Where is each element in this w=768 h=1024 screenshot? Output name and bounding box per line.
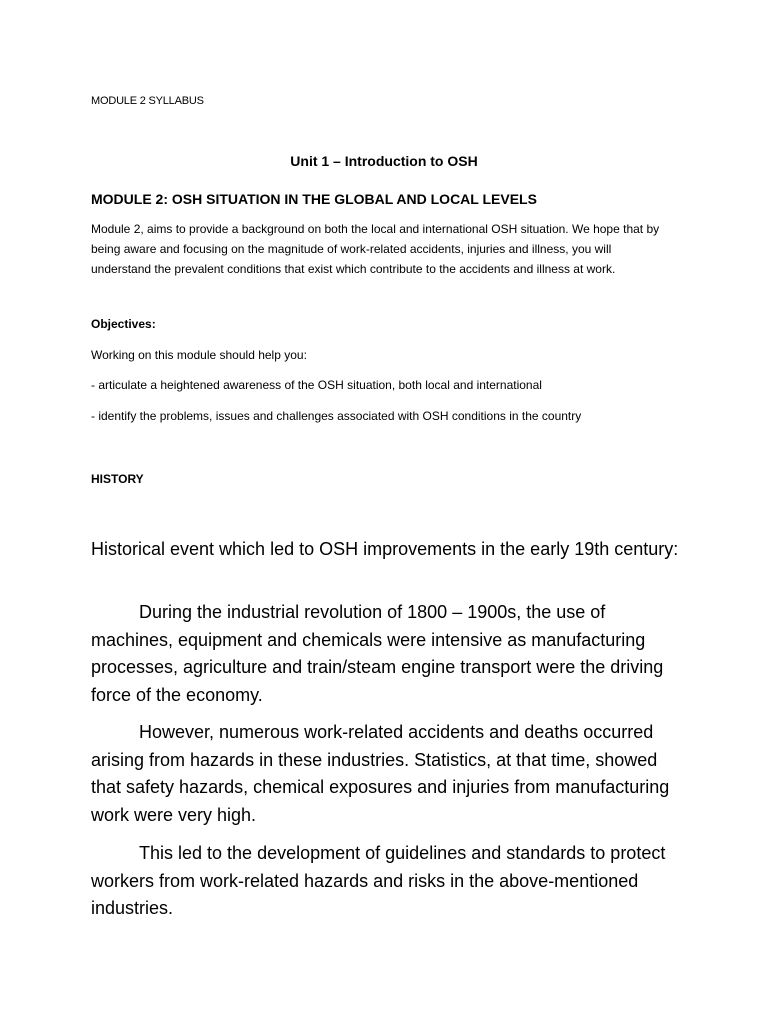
- intro-paragraph: Module 2, aims to provide a background on both the local and international OSH situation. We hope that by being aware and focusing on the magnitude of work-related accidents, injuries and illness, you will understand the prevalent conditions that exist which contribute to the accidents and illness at work.: [91, 222, 660, 276]
- history-paragraph: However, numerous work-related accidents and deaths occurred arising from hazards in these industries. Statistics, at that time, showed that safety hazards, chemical exposures and injuries from manufacturing work were very high.: [91, 722, 670, 825]
- objective-item: - identify the problems, issues and challenges associated with OSH conditions in the country: [91, 409, 582, 423]
- history-paragraph: This led to the development of guidelines and standards to protect workers from work-related hazards and risks in the above-mentioned industries.: [91, 843, 666, 918]
- history-lead: Historical event which led to OSH improvements in the early 19th century:: [91, 539, 679, 559]
- unit-title: Unit 1 – Introduction to OSH: [290, 153, 478, 169]
- history-heading: HISTORY: [91, 472, 144, 486]
- objectives-intro: Working on this module should help you:: [91, 348, 307, 362]
- history-paragraph: During the industrial revolution of 1800 – 1900s, the use of machines, equipment and chemicals were intensive as manufacturing processes, agriculture and train/steam engine transport were the driving force of the economy.: [91, 602, 664, 705]
- header-label: MODULE 2 SYLLABUS: [91, 95, 204, 107]
- objectives-heading: Objectives:: [91, 317, 156, 331]
- objective-item: - articulate a heightened awareness of the OSH situation, both local and international: [91, 378, 542, 392]
- module-title: MODULE 2: OSH SITUATION IN THE GLOBAL AND LOCAL LEVELS: [91, 191, 537, 207]
